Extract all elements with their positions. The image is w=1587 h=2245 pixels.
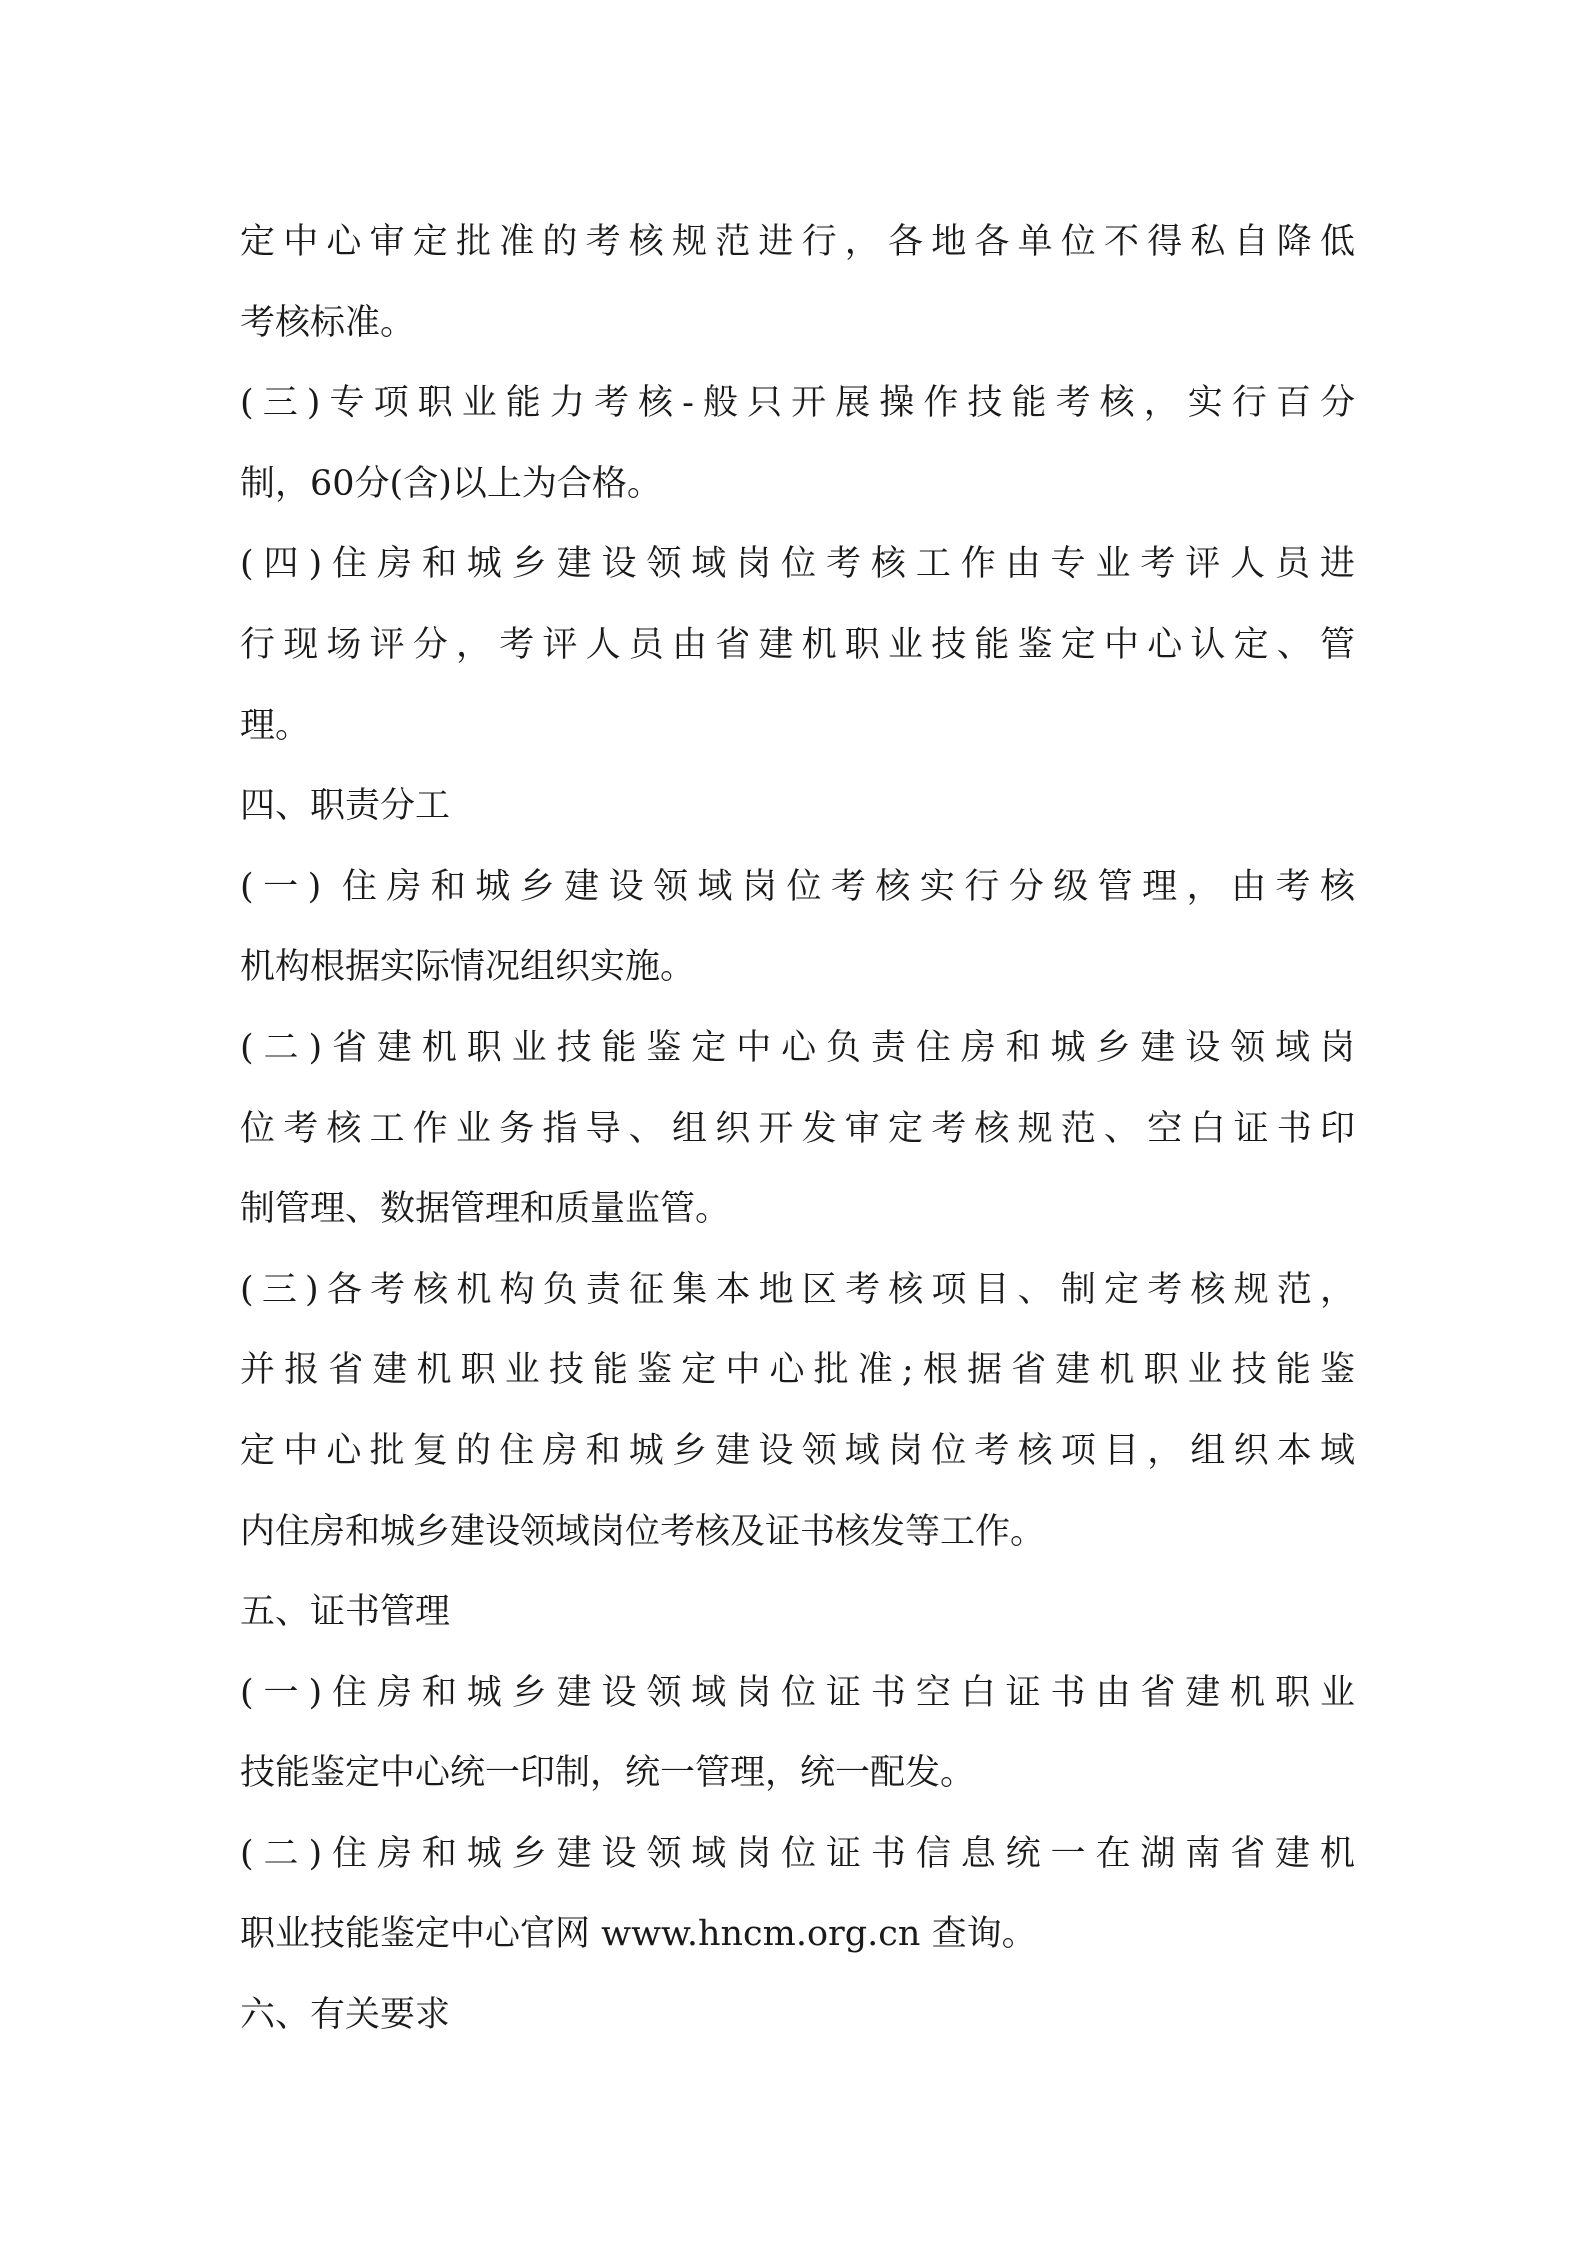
text-line: (一)住房和城乡建设领域岗位证书空白证书由省建机职业 (240, 1672, 1355, 1713)
section-heading: 五、证书管理 (240, 1592, 451, 1633)
text-line: (四)住房和城乡建设领域岗位考核工作由专业考评人员进 (240, 544, 1355, 585)
section-heading: 六、有关要求 (240, 1995, 451, 2036)
text-line: (一) 住房和城乡建设领域岗位考核实行分级管理，由考核 (240, 866, 1355, 907)
text-line: 制，60分(含)以上为合格。 (240, 463, 662, 504)
text-line: (三)专项职业能力考核-般只开展操作技能考核，实行百分 (240, 383, 1355, 424)
text-line: (二)省建机职业技能鉴定中心负责住房和城乡建设领域岗 (240, 1027, 1355, 1068)
text-line: 位考核工作业务指导、组织开发审定考核规范、空白证书印 (240, 1108, 1355, 1149)
text-line: 定中心审定批准的考核规范进行，各地各单位不得私自降低 (240, 222, 1355, 262)
text-line: (三)各考核机构负责征集本地区考核项目、制定考核规范， (240, 1269, 1355, 1310)
text-line: (二)住房和城乡建设领域岗位证书信息统一在湖南省建机 (240, 1833, 1355, 1874)
text-line: 理。 (240, 705, 311, 746)
text-line: 内住房和城乡建设领域岗位考核及证书核发等工作。 (240, 1511, 1046, 1552)
section-heading: 四、职责分工 (240, 786, 451, 827)
text-line: 制管理、数据管理和质量监管。 (240, 1189, 731, 1230)
text-line: 定中心批复的住房和城乡建设领域岗位考核项目，组织本域 (240, 1430, 1355, 1471)
document-body (240, 202, 1355, 2056)
text-line: 行现场评分，考评人员由省建机职业技能鉴定中心认定、管 (240, 624, 1355, 665)
text-line: 职业技能鉴定中心官网 www.hncm.org.cn 查询。 (240, 1914, 1037, 1955)
text-line: 并报省建机职业技能鉴定中心批准;根据省建机职业技能鉴 (240, 1350, 1355, 1391)
text-line: 考核标准。 (240, 302, 416, 343)
text-line: 技能鉴定中心统一印制，统一管理，统一配发。 (240, 1753, 976, 1794)
text-line: 机构根据实际情况组织实施。 (240, 947, 696, 988)
